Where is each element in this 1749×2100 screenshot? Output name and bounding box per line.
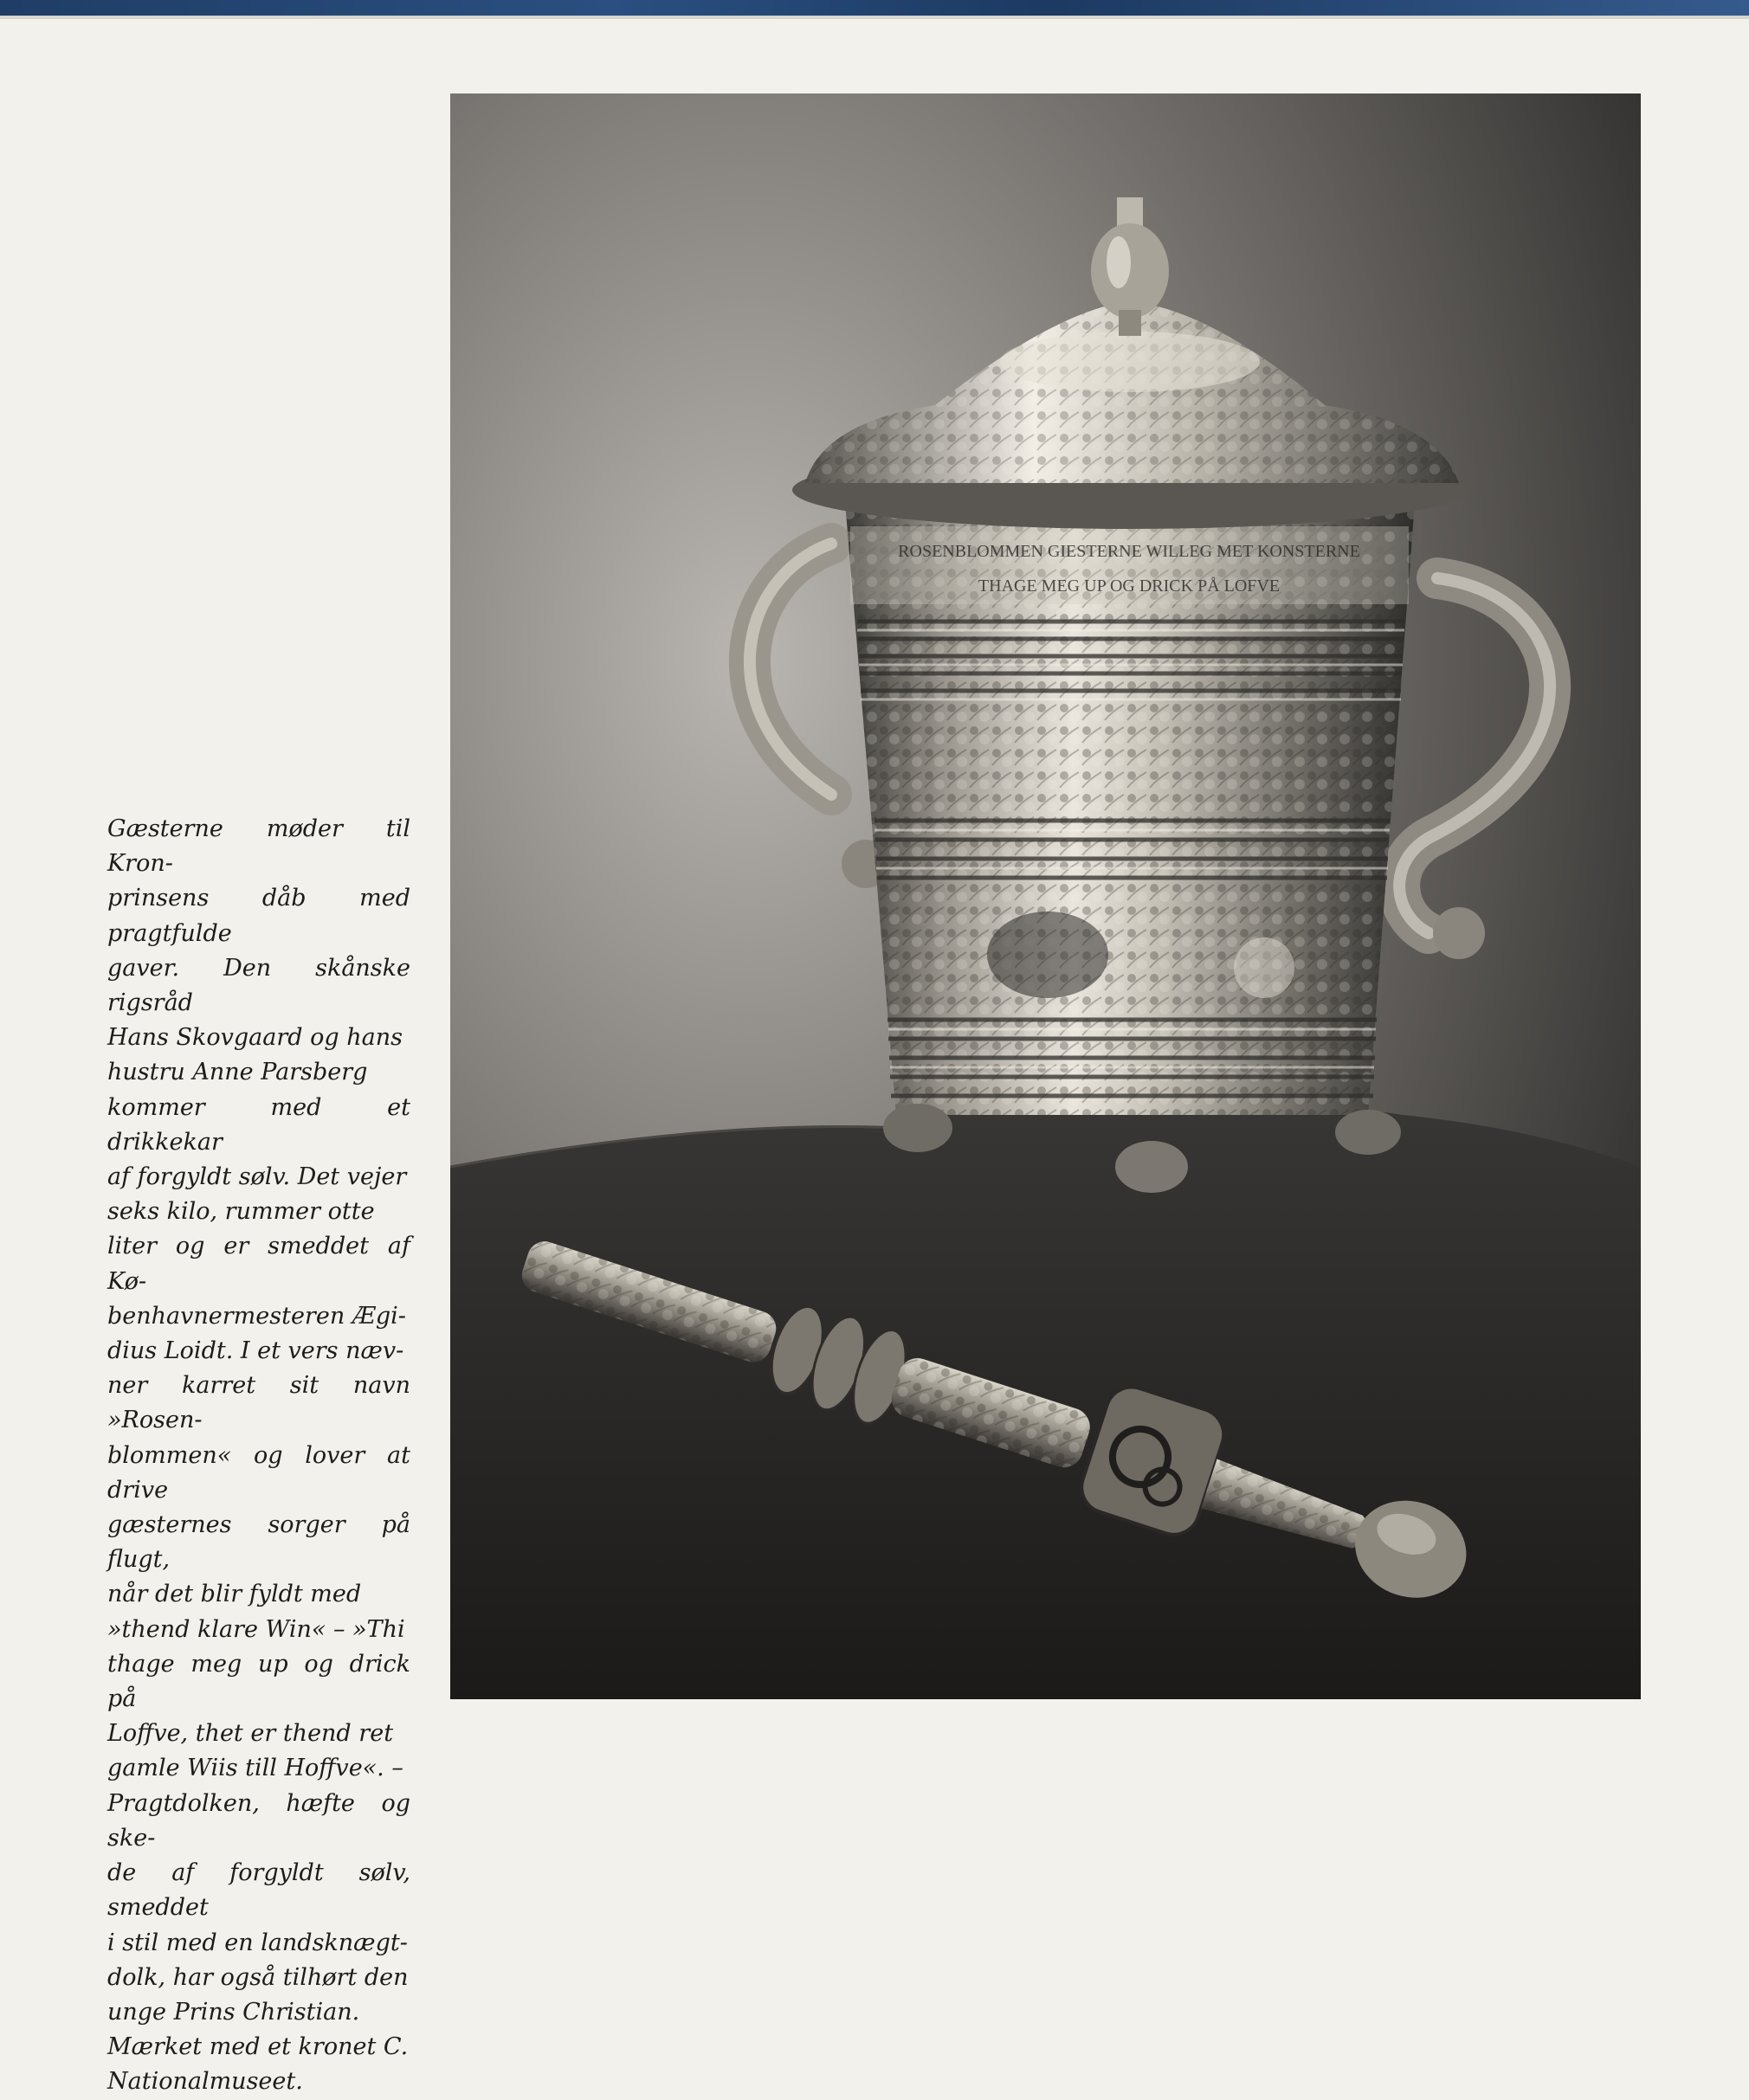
photograph-cup-and-dagger <box>450 93 1641 1699</box>
cup-inscription-line-2: THAGE MEG UP OG DRICK PÅ LOFVE <box>978 577 1281 596</box>
book-spine-strip <box>0 0 1749 16</box>
photo-caption: Gæsterne møder til Kron- prinsens dåb med pragtfulde gaver. Den skånske rigsråd Hans Skovgaard og hans hustru Anne Parsberg kommer med et drikkekar af forgyldt sølv. Det vejer seks kilo, rummer otte liter og er smeddet af Kø- benhavnermesteren Ægi- dius Loidt. I et vers næv- ner karret sit navn »Rosen- blommen« og lover at drive gæsternes sorger på flugt, når det blir fyldt med »thend klare Win« – »Thi thage meg up og drick på Loffve, thet er thend ret gamle Wiis till Hoffve«. – Pragtdolken, hæfte og ske- de af forgyldt sølv, smeddet i stil med en landsknægt- dolk, har også tilhørt den unge Prins Christian. Mærket med et kronet C. Nationalmuseet. <box>107 815 410 2096</box>
cup-inscription-line-1: ROSENBLOMMEN GIESTERNE WILLEG MET KONSTERNE <box>898 542 1360 561</box>
